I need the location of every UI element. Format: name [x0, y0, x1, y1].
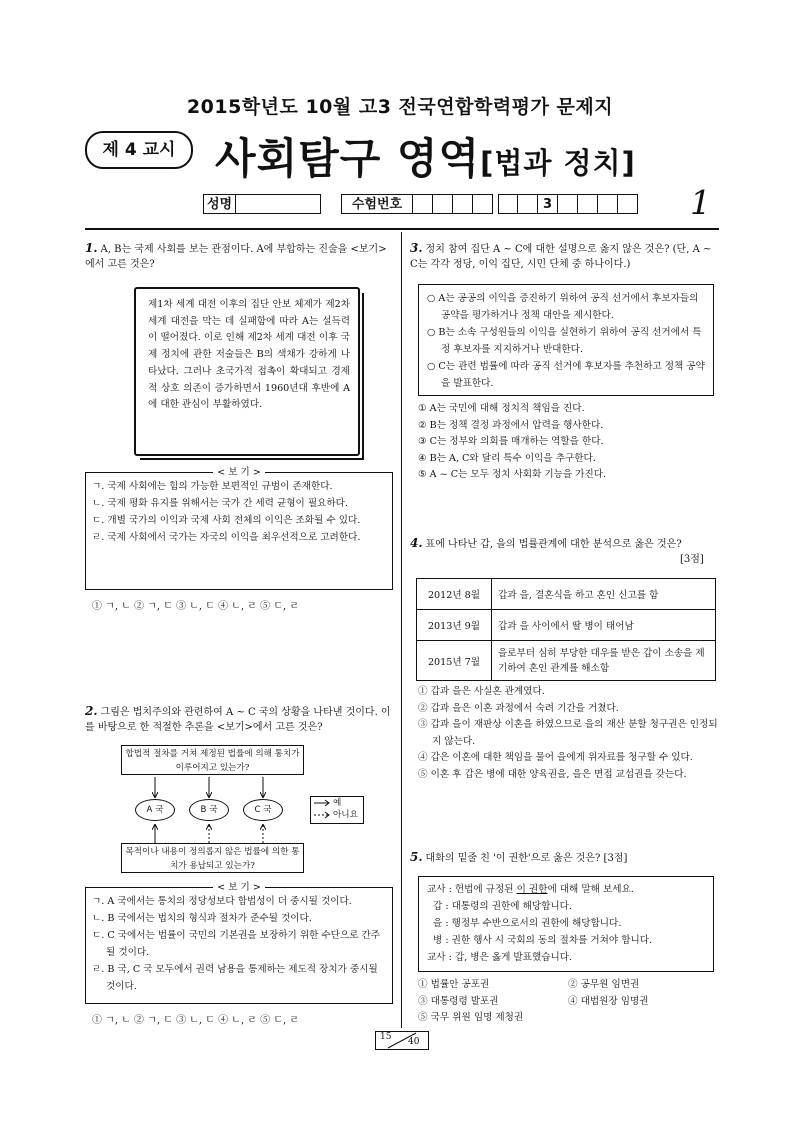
footer-current-page: 15: [380, 1032, 392, 1042]
q1-bogi-box: [85, 467, 393, 590]
exam-no-cell[interactable]: [558, 194, 578, 214]
column-divider: [401, 232, 402, 1028]
q2-choices[interactable]: ① ㄱ, ㄴ ② ㄱ, ㄷ ③ ㄴ, ㄷ ④ ㄴ, ㄹ ⑤ ㄷ, ㄹ: [92, 1015, 299, 1026]
table-event: 갑과 을, 결혼식을 하고 혼인 신고를 함: [492, 579, 716, 610]
question-3: [410, 241, 720, 272]
choice[interactable]: ⑤ 국무 위원 임명 제청권: [418, 1012, 524, 1024]
q4-points: [3점]: [680, 554, 704, 565]
q5-dialogue-box: [418, 876, 714, 972]
q1-passage: 제1차 세계 대전 이후의 집단 안보 체제가 제2차 세계 대전을 막는 데 실패함에 따라 A는 설득력이 떨어졌다. 이로 인해 제2차 세계 대전 이후 국제 정치에 관한 저술들은 B의 색채가 강하게 나타났다. 그러나 초국가적 접촉이 확대되고 경제적 상호 의존이 증가하면서 1960년대 후반에 A에 대한 관심이 부활하였다.: [148, 299, 350, 411]
legend-no-row: [311, 809, 363, 821]
table-date: 2012년 8월: [417, 579, 492, 610]
q2-legend: [310, 796, 364, 824]
choice[interactable]: ① 법률안 공포권: [418, 979, 490, 990]
table-date: 2013년 9월: [417, 610, 492, 641]
dashed-arrow-icon: [311, 809, 333, 821]
q5-choices: [418, 977, 718, 1027]
choice[interactable]: ⑤ 이혼 후 갑은 병에 대한 양육권을, 을은 면접 교섭권을 갖는다.: [418, 768, 687, 780]
q3-choices: [418, 401, 718, 484]
question-5: [410, 850, 720, 866]
q2-bogi-box: [85, 882, 393, 1004]
table-event: 을로부터 심히 부당한 대우를 받은 갑이 소송을 제기하여 혼인 관계를 해소함: [492, 641, 716, 681]
exam-no-cell[interactable]: [598, 194, 618, 214]
table-event: 갑과 을 사이에서 딸 병이 태어남: [492, 610, 716, 641]
bogi-item: ㄴ. B 국에서는 법치의 형식과 절차가 준수될 것이다.: [92, 913, 312, 924]
bogi-item: ㄷ. 개별 국가의 이익과 국제 사회 전체의 이익은 조화될 수 있다.: [92, 515, 361, 526]
choice[interactable]: ② B는 정책 결정 과정에서 압력을 행사한다.: [418, 419, 604, 431]
bogi-item: ㄹ. B 국, C 국 모두에서 권력 남용을 통제하는 제도적 장치가 중시될 것이다.: [92, 964, 378, 992]
dialogue-line: 교사 : 갑, 병은 옳게 발표했습니다.: [427, 952, 573, 963]
choice[interactable]: ③ 대통령령 발포권: [418, 995, 499, 1007]
choice[interactable]: ⑤ A ~ C는 모두 정치 사회화 기능을 가진다.: [418, 469, 607, 481]
choice[interactable]: ④ B는 A, C와 달리 특수 이익을 추구한다.: [418, 452, 596, 464]
name-label: 성명: [203, 194, 235, 214]
subject-title: [215, 126, 636, 186]
dialogue-line: 을 : 행정부 수반으로서의 권한에 해당합니다.: [433, 918, 622, 929]
q4-table: [416, 578, 716, 681]
question-text: 표에 나타난 갑, 을의 법률관계에 대한 분석으로 옳은 것은?: [425, 539, 682, 550]
choice[interactable]: ① A는 국민에 대해 정치적 책임을 진다.: [418, 403, 585, 414]
page-number: 1: [690, 183, 711, 222]
exam-no-digit: 3: [538, 194, 558, 214]
question-text: A, B는 국제 사회를 보는 관점이다. A에 부합하는 진술을 <보기>에서 고른 것은?: [85, 244, 387, 270]
id-spacer: [321, 194, 341, 216]
choice-row: [418, 994, 718, 1011]
bogi-item: ㄷ. C 국에서는 법률이 국민의 기본권을 보장하기 위한 수단으로 간주될 것이다.: [92, 930, 381, 958]
question-text: 대화의 밑줄 친 '이 권한'으로 옳은 것은? [3점]: [425, 853, 628, 864]
question-2: [85, 704, 393, 735]
footer-page-box: [375, 1031, 429, 1050]
exam-no-cell[interactable]: [473, 194, 493, 214]
exam-no-cell[interactable]: [413, 194, 433, 214]
exam-no-cell[interactable]: [618, 194, 638, 214]
q1-choices[interactable]: ① ㄱ, ㄴ ② ㄱ, ㄷ ③ ㄴ, ㄷ ④ ㄴ, ㄹ ⑤ ㄷ, ㄹ: [92, 601, 299, 612]
question-number: 4.: [410, 536, 423, 550]
choice[interactable]: ③ 갑과 을이 재판상 이혼을 하였으므로 을의 재산 분할 청구권은 인정되지 않는다.: [418, 719, 718, 747]
table-row: [417, 641, 716, 681]
q2-bottom-box: 목적이나 내용이 정의롭지 않은 법률에 의한 통치가 용납되고 있는가?: [121, 843, 304, 873]
legend-no: 아니요: [333, 810, 358, 820]
period-badge: 제 4 교시: [85, 131, 193, 169]
country-a: A 국: [135, 799, 175, 821]
subject-main: 사회탐구 영역: [215, 134, 481, 183]
exam-no-label: 수험번호: [341, 194, 413, 214]
country-c: C 국: [243, 799, 283, 821]
table-row: [417, 579, 716, 610]
dialogue-line: 병 : 권한 행사 시 국회의 동의 절차를 거쳐야 합니다.: [433, 935, 653, 946]
question-text: 그림은 법치주의와 관련하여 A ~ C 국의 상황을 나타낸 것이다. 이를 바탕으로 한 적절한 추론을 <보기>에서 고른 것은?: [85, 707, 391, 733]
bogi-item: ㄱ. 국제 사회에는 힘의 가능한 보편적인 규범이 존재한다.: [92, 481, 333, 492]
question-number: 5.: [410, 850, 423, 864]
bogi-label: < 보 기 >: [86, 879, 392, 896]
header-rule: [85, 228, 719, 230]
bogi-label: < 보 기 >: [86, 464, 392, 481]
choice[interactable]: ③ C는 정부와 의회를 매개하는 역할을 한다.: [418, 436, 604, 448]
dialogue-line: 갑 : 대통령의 권한에 해당합니다.: [433, 901, 572, 912]
question-number: 3.: [410, 241, 423, 255]
q2-top-box: 합법적 절차를 거쳐 제정된 법률에 의해 통치가 이루어지고 있는가?: [121, 745, 304, 775]
student-id-bar: [203, 194, 638, 216]
choice[interactable]: ④ 대법원장 임명권: [568, 995, 649, 1007]
exam-no-cell[interactable]: [518, 194, 538, 214]
exam-title: 2015학년도 10월 고3 전국연합학력평가 문제지: [186, 96, 614, 118]
question-number: 2.: [85, 704, 98, 718]
choice[interactable]: ④ 갑은 이혼에 대한 책임을 물어 을에게 위자료를 청구할 수 있다.: [418, 752, 693, 764]
exam-no-cell[interactable]: [578, 194, 598, 214]
q3-box-item: ○ C는 관련 법률에 따라 공직 선거에 후보자를 추천하고 정책 공약을 발표한다.: [427, 361, 705, 389]
underlined-term: 이 권한: [516, 884, 548, 895]
dialogue-line: 교사 : 헌법에 규정된 이 권한에 대해 말해 보세요.: [427, 884, 634, 895]
bogi-item: ㄱ. A 국에서는 통치의 정당성보다 합법성이 더 중시될 것이다.: [92, 896, 352, 907]
choice[interactable]: ② 갑과 을은 이혼 과정에서 숙려 기간을 거쳤다.: [418, 702, 619, 714]
subject-sub: [법과 정치]: [480, 146, 636, 180]
bogi-item: ㄴ. 국제 평화 유지를 위해서는 국가 간 세력 균형이 필요하다.: [92, 498, 348, 509]
exam-no-cell[interactable]: [433, 194, 453, 214]
legend-yes-row: [311, 797, 363, 809]
question-number: 1.: [85, 241, 98, 255]
q3-box-item: ○ B는 소속 구성원들의 이익을 실현하기 위하여 공직 선거에서 특정 후보자를 지지하거나 반대한다.: [427, 327, 702, 355]
choice-row: [418, 977, 718, 994]
exam-no-cell[interactable]: [498, 194, 518, 214]
footer-total-pages: 40: [408, 1037, 420, 1047]
q3-box-item: ○ A는 공공의 이익을 증진하기 위하여 공직 선거에서 후보자들의 공약을 평가하거나 정책 대안을 제시한다.: [427, 293, 699, 321]
q4-choices: [418, 684, 718, 784]
question-text: 정치 참여 집단 A ~ C에 대한 설명으로 옳지 않은 것은? (단, A ~ C는 각각 정당, 이익 집단, 시민 단체 중 하나이다.): [410, 244, 712, 270]
table-date: 2015년 7월: [417, 641, 492, 681]
choice[interactable]: ② 공무원 임면권: [568, 979, 640, 990]
legend-yes: 예: [333, 798, 342, 808]
question-4: [410, 536, 720, 552]
solid-arrow-icon: [311, 797, 333, 809]
country-b: B 국: [189, 799, 229, 821]
name-field[interactable]: [235, 194, 321, 214]
question-1: [85, 241, 393, 272]
choice[interactable]: ① 갑과 을은 사실혼 관계였다.: [418, 686, 545, 697]
exam-no-cell[interactable]: [453, 194, 473, 214]
table-row: [417, 610, 716, 641]
q3-box: [418, 284, 714, 396]
bogi-item: ㄹ. 국제 사회에서 국가는 자국의 이익을 최우선적으로 고려한다.: [92, 532, 361, 543]
